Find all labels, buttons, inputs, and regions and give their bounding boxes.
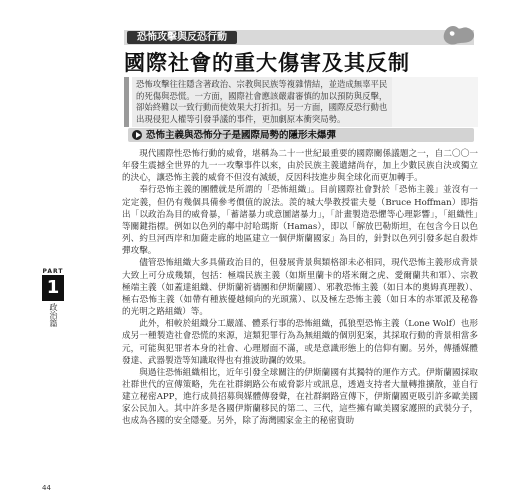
intro-summary: 恐怖攻擊往往隱含著政治、宗教與民族等複雜情結，並造成無辜平民的死傷與恐慌。一方面，國際社會應該嚴肅審慎的加以預防與反擊，卻始終難以一致行動而使效果大打折扣。另一方面，國際反恐行動也出現侵犯人權等引發爭議的事件，更加劇原本衝突局勢。: [132, 77, 398, 127]
page-title: 國際社會的重大傷害及其反制: [124, 51, 410, 75]
intro-accent-bar: [124, 77, 129, 127]
part-tab: [42, 268, 64, 327]
section-heading: 恐怖主義與恐怖分子是國際局勢的隱形未爆彈: [146, 130, 337, 141]
paragraph: 現代國際性恐怖行動的威脅，堪稱為二十一世紀最重要的國際關係議題之一，自二〇〇一年發生震撼全世界的九一一攻擊事件以來，由於民族主義遺緒尚存，加上少數民族自決或獨立的決心，讓恐怖主義的威脅不但沒有減緩，反因科技進步與全球化而更加轉手。: [122, 149, 478, 184]
intro-side-panel: [392, 77, 478, 127]
section-header-tag: 恐怖攻擊與反恐行動: [127, 31, 237, 44]
part-number: 1: [42, 275, 64, 301]
world-map-icon: [440, 20, 480, 48]
part-name: 政治篇: [49, 303, 58, 327]
paragraph: 此外，相較於組織分工嚴謹、體系行事的恐怖組織，孤狼型恐怖主義（Lone Wolf）也形成另一種製造社會恐慌的來源，這類犯罪行為為無組織的個別犯案，其採取行動的背景相當多元，可能與犯罪者本身的社會、心理層面不滿，或是意識形態上的信仰有關。另外，傳播媒體發達、武器製造等知識取得也有推波助瀾的效果。: [122, 319, 478, 366]
paragraph: 與過往恐怖組織相比，近年引發全球關注的伊斯蘭國有其獨特的運作方式。伊斯蘭國採取社群世代的宣傳策略，先在社群網路公布威脅影片或訊息，透過支持者大量轉推擴散，並自行建立秘密APP，進行成員招募與媒體傳發聲，在社群網路宣傳下，伊斯蘭國更吸引許多歐美國家公民加入。其中許多是各國伊斯蘭移民的第二、三代，這些擁有歐美國家護照的武裝分子，也成為各國的安全隱憂。另外，除了海灣國家金主的秘密資助: [122, 367, 478, 427]
play-arrow-icon: [132, 130, 142, 140]
article-body: [122, 148, 478, 483]
part-label: PART: [42, 268, 64, 275]
paragraph: 奉行恐怖主義的團體就是所謂的「恐怖組織」。目前國際社會對於「恐怖主義」並沒有一定定義，但仍有幾個具備參考價值的說法。羨的城大學教授霍夫曼（Bruce Hoffman）即指出「以政治為目的威脅暴，「蓄諸暴力或意圖諸暴力」，「計畫製造恐懼等心理影響」，「組織性」等關鍵指標。例如以色列的鄰中討哈瑪斯（Hamas），即以「解放巴勒斯坦，在包含今日以色列、約旦河西岸和加薩走廊的地區建立一個伊斯蘭國家」為目的，針對以色列引發多起自殺炸彈攻擊。: [122, 185, 478, 257]
page-number: 44: [42, 484, 51, 492]
paragraph: 儘管恐怖組織大多具備政治目的，但發展背景與類格卻未必相同，現代恐怖主義形成背景大致上可分成幾類，包括：極端民族主義（如斯里蘭卡的塔米爾之虎、愛爾蘭共和軍）、宗教極端主義（如蓋達組織、伊斯蘭祈禱團和伊斯蘭國）、邪教恐怖主義（如日本的奧姆真理教）、極右恐怖主義（如帶有種族優越傾向的光頭黨）、以及極左恐怖主義（如日本的赤軍派及秘魯的光明之路組織）等。: [122, 258, 478, 318]
